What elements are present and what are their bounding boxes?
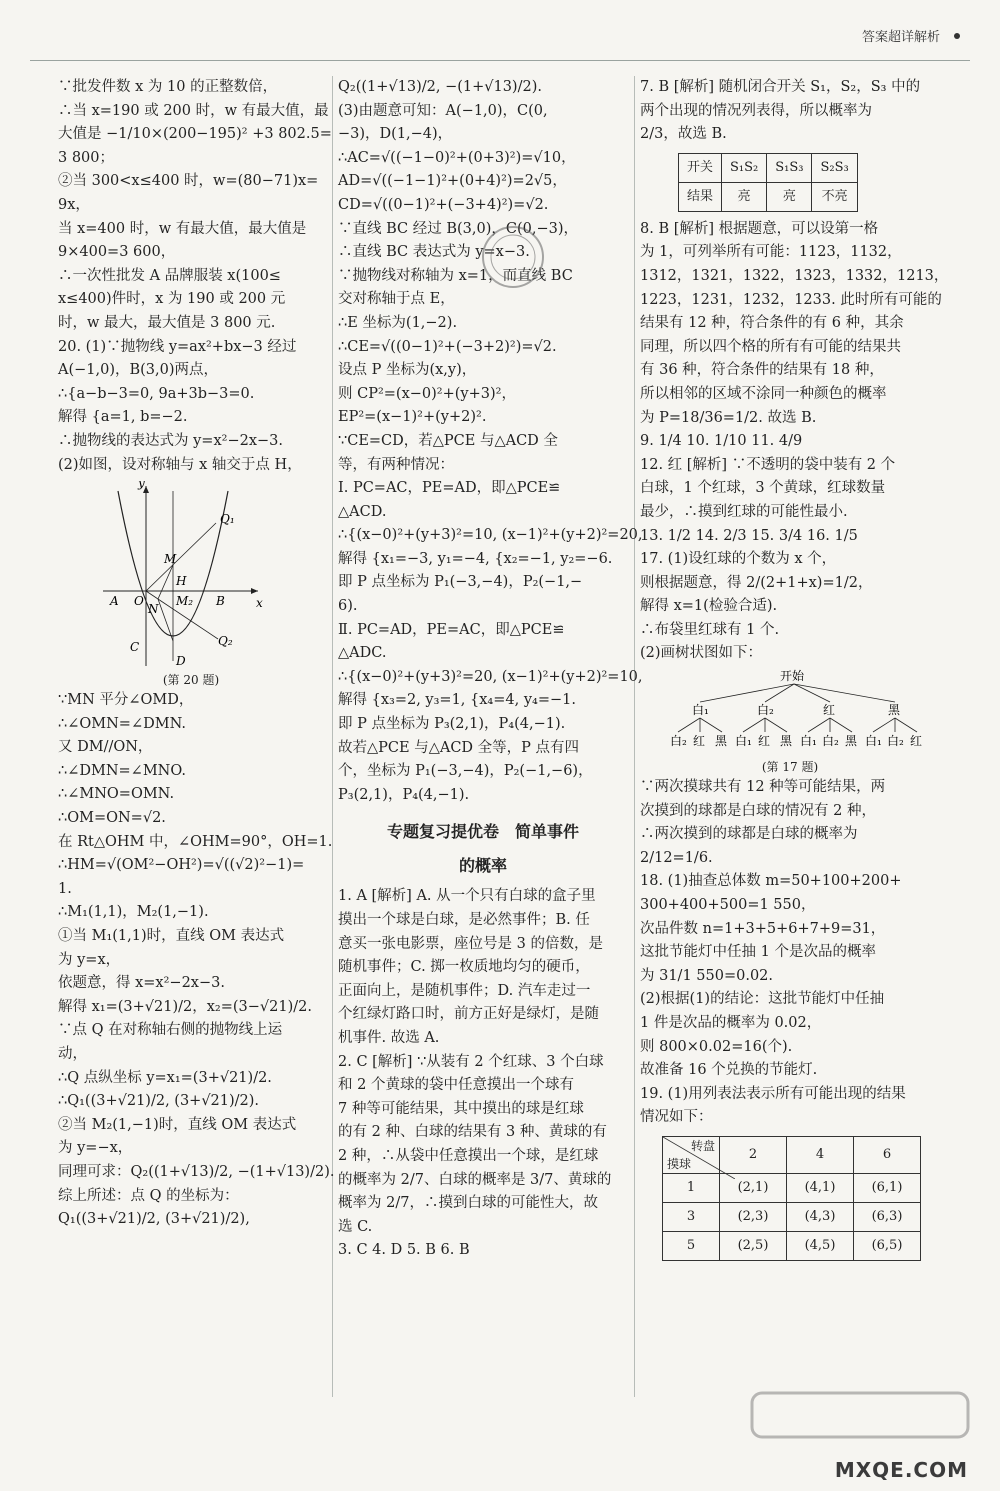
text-line: 综上所述：点 Q 的坐标为： (58, 1187, 239, 1204)
tree-node-l2: 红 (910, 734, 923, 749)
text-line: ①当 M₁(1,1)时，直线 OM 表达式 (58, 928, 285, 945)
tree-node-l1: 红 (823, 703, 836, 718)
text-line: ∴∠MNO=OMN. (58, 786, 175, 803)
text-line: 7 种等可能结果，其中摸出的球是红球 (338, 1100, 584, 1117)
text-line: ②当 M₂(1,−1)时，直线 OM 表达式 (58, 1116, 297, 1133)
text-line: 的有 2 种、白球的结果有 3 种、黄球的有 (338, 1124, 607, 1141)
label-x: x (256, 596, 263, 611)
text-line: 则根据题意，得 2/(2+1+x)=1/2， (640, 574, 873, 591)
text-line: 大值是 −1/10×(200−195)² +3 802.5= (58, 126, 332, 143)
text-line: ∴CE=√((0−1)²+(−3+2)²)=√2. (338, 338, 557, 355)
text-line: 9×400=3 600， (58, 244, 176, 261)
text-line: 13. 1/2 14. 2/3 15. 3/4 16. 1/5 (640, 527, 858, 544)
text-line: 9x， (58, 196, 90, 213)
text-line: 2 种，∴从袋中任意摸出一个球，是红球 (338, 1147, 599, 1164)
text-line: 等，有两种情况： (338, 456, 454, 473)
text-line: △ADC. (338, 645, 387, 662)
switch-table-cell: 亮 (722, 182, 767, 211)
spin-table-corner-top: 转盘 (690, 1138, 715, 1153)
label-n: N (148, 602, 159, 617)
text-line: ∴∠DMN=∠MNO. (58, 762, 187, 779)
tree-node-l2: 黑 (780, 734, 793, 749)
parabola-figure (98, 481, 268, 671)
text-line: 解得 {a=1, b=−2. (58, 409, 188, 426)
text-line: 结果有 12 种，符合条件的有 6 种，其余 (640, 315, 904, 332)
text-line: ∵直线 BC 经过 B(3,0)，C(0,−3)， (338, 220, 578, 237)
text-line: 的概率为 2/7、白球的概率是 3/7、黄球的 (338, 1171, 612, 1188)
switch-table (678, 153, 858, 212)
spin-table-cell: 5 (663, 1231, 720, 1260)
text-line: AD=√((−1−1)²+(0+4)²)=2√5， (338, 173, 567, 190)
text-line: 白球，1 个红球，3 个黄球，红球数量 (640, 480, 886, 497)
text-line: P₃(2,1)，P₄(4,−1). (338, 786, 470, 803)
text-line: 即 P 点坐标为 P₃(2,1)，P₄(4,−1). (338, 716, 566, 733)
label-q1: Q₁ (220, 512, 235, 527)
text-line: (2)如图，设对称轴与 x 轴交于点 H， (58, 456, 302, 473)
col2b-text (338, 885, 628, 1263)
text-line: 机事件. 故选 A. (338, 1029, 440, 1046)
text-line: ∵抛物线对称轴为 x=1，而直线 BC (338, 267, 573, 284)
tree-node-l2: 白₁ (865, 734, 882, 749)
text-line: ∴{(x−0)²+(y+3)²=10, (x−1)²+(y+2)²=20, (338, 527, 643, 544)
text-line: Q₁((3+√21)/2, (3+√21)/2), (58, 1211, 250, 1228)
spin-table-cell: (6,5) (854, 1231, 921, 1260)
tree-node-l2: 白₂ (670, 734, 687, 749)
tree-node-l2: 黑 (845, 734, 858, 749)
spin-table-cell: (4,1) (787, 1173, 854, 1202)
text-line: 6). (338, 598, 358, 615)
x-axis-arrow (251, 588, 258, 594)
text-line: 1. (58, 880, 72, 897)
text-line: 和 2 个黄球的袋中任意摸出一个球有 (338, 1077, 574, 1094)
label-b: B (216, 594, 225, 609)
text-line: 次摸到的球都是白球的情况有 2 种， (640, 802, 876, 819)
spin-table-header: 2 (720, 1136, 787, 1173)
text-line: 同理可求：Q₂((1+√13)/2, −(1+√13)/2). (58, 1163, 335, 1180)
text-line: 依题意，得 x=x²−2x−3. (58, 975, 225, 992)
text-line: 概率为 2/7，∴摸到白球的可能性大，故 (338, 1195, 598, 1212)
text-line: 2/3，故选 B. (640, 126, 727, 143)
label-d: D (176, 654, 186, 669)
switch-table-cell: 结果 (679, 182, 722, 211)
tree-node-l2: 白₁ (735, 734, 752, 749)
column-left (58, 76, 335, 1232)
label-c: C (130, 640, 140, 655)
text-line: ∵MN 平分∠OMD， (58, 692, 194, 709)
page-header-title: 答案超详解析 (861, 30, 940, 45)
text-line: 随机事件；C. 掷一枚质地均匀的硬币， (338, 959, 590, 976)
text-line: 两个出现的情况列表得，所以概率为 (640, 102, 872, 119)
text-line: 个，坐标为 P₁(−3,−4)，P₂(−1,−6)， (338, 763, 593, 780)
text-line: 1223，1231，1232，1233. 此时所有可能的 (640, 291, 942, 308)
text-line: ∴两次摸到的球都是白球的概率为 (640, 826, 858, 843)
text-line: 意买一张电影票，座位号是 3 的倍数，是 (338, 935, 603, 952)
text-line: 摸出一个球是白球，是必然事件；B. 任 (338, 912, 590, 928)
switch-table-cell: 开关 (679, 153, 722, 182)
text-line: 为 y=x， (58, 951, 121, 968)
tree-node-l2: 白₁ (800, 734, 817, 749)
spin-table-cell: 3 (663, 1202, 720, 1231)
text-line: ∴HM=√(OM²−OH²)=√((√2)²−1)= (58, 857, 305, 874)
text-line: 在 Rt△OHM 中，∠OHM=90°，OH=1. (58, 833, 333, 850)
section-title-1: 专题复习提优卷 简单事件 (386, 822, 579, 842)
text-line: ∴{(x−0)²+(y+3)²=20, (x−1)²+(y+2)²=10, (338, 668, 643, 685)
tree-node-l1: 白₂ (757, 703, 774, 718)
text-line: ②当 300<x≤400 时，w=(80−71)x= (58, 173, 319, 190)
text-line: ∴直线 BC 表达式为 y=x−3. (338, 244, 530, 261)
switch-table-cell: S₁S₂ (722, 153, 767, 182)
line-nd (158, 599, 173, 641)
footer-site-mark: MXQE.COM (834, 1458, 968, 1483)
text-line: x≤400)件时，x 为 190 或 200 元 (58, 291, 286, 308)
text-line: 时，w 最大，最大值是 3 800 元. (58, 314, 276, 331)
text-line: 选 C. (338, 1218, 373, 1235)
text-line: 7. B [解析] 随机闭合开关 S₁，S₂，S₃ 中的 (640, 79, 921, 95)
switch-table-cell: 亮 (767, 182, 812, 211)
spin-table-header: 4 (787, 1136, 854, 1173)
column-separator (634, 76, 635, 1397)
text-line: 3 800； (58, 149, 115, 166)
spin-table-cell: (2,3) (720, 1202, 787, 1231)
text-line: Q₂((1+√13)/2, −(1+√13)/2). (338, 79, 542, 95)
text-line: 故若△PCE 与△ACD 全等，P 点有四 (338, 739, 580, 756)
text-line: 又 DM//ON， (58, 739, 153, 756)
label-a: A (110, 594, 119, 609)
text-line: ∴AC=√((−1−0)²+(0+3)²)=√10， (338, 149, 576, 166)
header-rule (30, 60, 970, 61)
text-line: 8. B [解析] 根据题意，可以设第一格 (640, 220, 879, 237)
text-line: 18. (1)抽查总体数 m=50+100+200+ (640, 873, 902, 890)
figure17-caption: (第 17 题) (761, 760, 819, 775)
text-line: (2)画树状图如下： (640, 645, 763, 662)
text-line: Ⅰ. PC=AC，PE=AD，即△PCE≌ (338, 480, 561, 497)
text-line: 为 31/1 550=0.02. (640, 967, 773, 984)
text-line: A(−1,0)，B(3,0)两点， (58, 362, 219, 379)
text-line: EP²=(x−1)²+(y+2)². (338, 409, 487, 426)
text-line: 20. (1)∵抛物线 y=ax²+bx−3 经过 (58, 338, 297, 355)
text-line: 个红绿灯路口时，前方正好是绿灯，是随 (338, 1006, 599, 1023)
spin-table-cell: (4,5) (787, 1231, 854, 1260)
col1-text (58, 76, 332, 477)
switch-table-cell: 不亮 (812, 182, 857, 211)
figure20-caption: (第 20 题) (162, 673, 220, 688)
text-line: 故准备 16 个兑换的节能灯. (640, 1062, 818, 1079)
tree-node-l2: 黑 (715, 734, 728, 749)
text-line: ∴OM=ON=√2. (58, 810, 166, 827)
spin-table-corner-bottom: 摸球 (667, 1156, 692, 1171)
tree-node-l2: 白₂ (887, 734, 904, 749)
text-line: ∴Q 点纵坐标 y=x₁=(3+√21)/2. (58, 1069, 272, 1086)
header-dot (954, 33, 960, 39)
text-line: ∴M₁(1,1)，M₂(1,−1). (58, 904, 209, 921)
text-line: 最少，∴摸到红球的可能性最小. (640, 503, 848, 520)
text-line: 所以相邻的区域不涂同一种颜色的概率 (640, 385, 887, 402)
text-line: 情况如下： (640, 1109, 713, 1126)
text-line: 同理，所以四个格的所有有可能的结果共 (640, 338, 901, 355)
text-line: 则 800×0.02=16(个). (640, 1038, 793, 1055)
text-line: ∵点 Q 在对称轴右侧的抛物线上运 (58, 1022, 283, 1039)
tree-node-l2: 白₂ (822, 734, 839, 749)
switch-table-cell: S₁S₃ (767, 153, 812, 182)
text-line: 正面向上，是随机事件；D. 汽车走过一 (338, 982, 591, 999)
text-line: 解得 x₁=(3+√21)/2，x₂=(3−√21)/2. (58, 998, 312, 1015)
text-line: 为 1，可列举所有可能：1123，1132， (640, 244, 902, 261)
col2-text (338, 76, 643, 807)
text-line: 这批节能灯中任抽 1 个是次品的概率 (640, 944, 876, 961)
text-line: 设点 P 坐标为(x,y)， (338, 362, 477, 379)
text-line: 为 P=18/36=1/2. 故选 B. (640, 409, 817, 426)
text-line: ∴当 x=190 或 200 时，w 有最大值，最 (58, 102, 329, 119)
spin-table-cell: (6,1) (854, 1173, 921, 1202)
text-line: 则 CP²=(x−0)²+(y+3)²， (338, 385, 516, 402)
text-line: −3)，D(1,−4)， (338, 126, 453, 143)
spin-table-cell: (4,3) (787, 1202, 854, 1231)
text-line: 有 36 种，符合条件的结果有 18 种， (640, 362, 884, 379)
text-line: 9. 1/4 10. 1/10 11. 4/9 (640, 433, 803, 450)
switch-table-cell: S₂S₃ (812, 153, 857, 182)
spin-table-header: 6 (854, 1136, 921, 1173)
label-y: y (138, 481, 145, 491)
spin-table (662, 1136, 921, 1261)
text-line: 1312，1321，1322，1323，1332，1213， (640, 267, 949, 284)
text-line: 17. (1)设红球的个数为 x 个， (640, 551, 837, 568)
label-q2: Q₂ (218, 634, 233, 649)
text-line: 交对称轴于点 E， (338, 291, 455, 308)
text-line: 解得 {x₁=−3, y₁=−4, {x₂=−1, y₂=−6. (338, 550, 613, 567)
tree-node-l2: 红 (693, 734, 706, 749)
text-line: 3. C 4. D 5. B 6. B (338, 1242, 470, 1259)
spin-table-corner (663, 1136, 720, 1173)
label-h: H (176, 574, 187, 589)
text-line: 解得 {x₃=2, y₃=1, {x₄=4, y₄=−1. (338, 692, 576, 709)
text-line: 12. 红 [解析] ∵不透明的袋中装有 2 个 (640, 456, 896, 473)
col3c-text (640, 776, 940, 1130)
tree-node-l1: 黑 (888, 703, 901, 718)
text-line: △ACD. (338, 503, 387, 520)
logo-watermark (750, 1385, 970, 1445)
text-line: ∵两次摸球共有 12 种等可能结果，两 (640, 779, 886, 796)
spin-table-cell: (6,3) (854, 1202, 921, 1231)
text-line: 为 y=−x， (58, 1140, 133, 1157)
text-line: ∴Q₁((3+√21)/2, (3+√21)/2). (58, 1093, 260, 1110)
spin-table-cell: 1 (663, 1173, 720, 1202)
col1b-text (58, 689, 335, 1232)
tree-node-l1: 白₁ (692, 703, 709, 718)
text-line: ∵CE=CD，若△PCE 与△ACD 全 (338, 432, 558, 449)
text-line: 2/12=1/6. (640, 849, 713, 866)
text-line: 动， (58, 1046, 87, 1062)
col3b-text (640, 218, 949, 666)
column-right (640, 76, 949, 1267)
col3-text (640, 76, 940, 147)
text-line: 解得 x=1(检验合适). (640, 598, 778, 615)
line-mn (158, 565, 173, 599)
text-line: ∴布袋里红球有 1 个. (640, 621, 780, 638)
tree-root: 开始 (780, 669, 805, 684)
text-line: 19. (1)用列表法表示所有可能出现的结果 (640, 1085, 906, 1102)
text-line: ∴∠OMN=∠DMN. (58, 715, 186, 732)
text-line: (2)根据(1)的结论：这批节能灯中任抽 (640, 991, 885, 1008)
text-line: CD=√((0−1)²+(−3+4)²)=√2. (338, 196, 549, 213)
text-line: 即 P 点坐标为 P₁(−3,−4)，P₂(−1,− (338, 574, 583, 591)
label-m2: M₂ (176, 594, 194, 609)
text-line: ∵批发件数 x 为 10 的正整数倍， (58, 79, 278, 95)
text-line: 当 x=400 时，w 有最大值，最大值是 (58, 220, 307, 237)
tree-diagram (660, 668, 930, 758)
tree-node-l2: 红 (758, 734, 771, 749)
text-line: ∴{a−b−3=0, 9a+3b−3=0. (58, 385, 255, 402)
text-line: ∴一次性批发 A 品牌服装 x(100≤ (58, 267, 281, 284)
text-line: Ⅱ. PC=AD，PE=AC，即△PCE≌ (338, 621, 565, 638)
label-o: O (134, 594, 144, 609)
text-line: 300+400+500=1 550， (640, 897, 816, 914)
text-line: 2. C [解析] ∵从装有 2 个红球、3 个白球 (338, 1053, 604, 1070)
text-line: 1 件是次品的概率为 0.02， (640, 1015, 822, 1031)
section-title-2: 的概率 (458, 856, 507, 876)
label-m: M (164, 552, 177, 567)
spin-table-cell: (2,1) (720, 1173, 787, 1202)
column-separator (332, 76, 333, 1397)
text-line: 1. A [解析] A. 从一个只有白球的盒子里 (338, 888, 596, 905)
text-line: (3)由题意可知：A(−1,0)，C(0, (338, 102, 548, 119)
text-line: ∴抛物线的表达式为 y=x²−2x−3. (58, 432, 283, 449)
spin-table-cell: (2,5) (720, 1231, 787, 1260)
stamp-watermark (478, 222, 548, 292)
text-line: 次品件数 n=1+3+5+6+7+9=31， (640, 920, 886, 937)
text-line: ∴E 坐标为(1,−2). (338, 314, 458, 331)
